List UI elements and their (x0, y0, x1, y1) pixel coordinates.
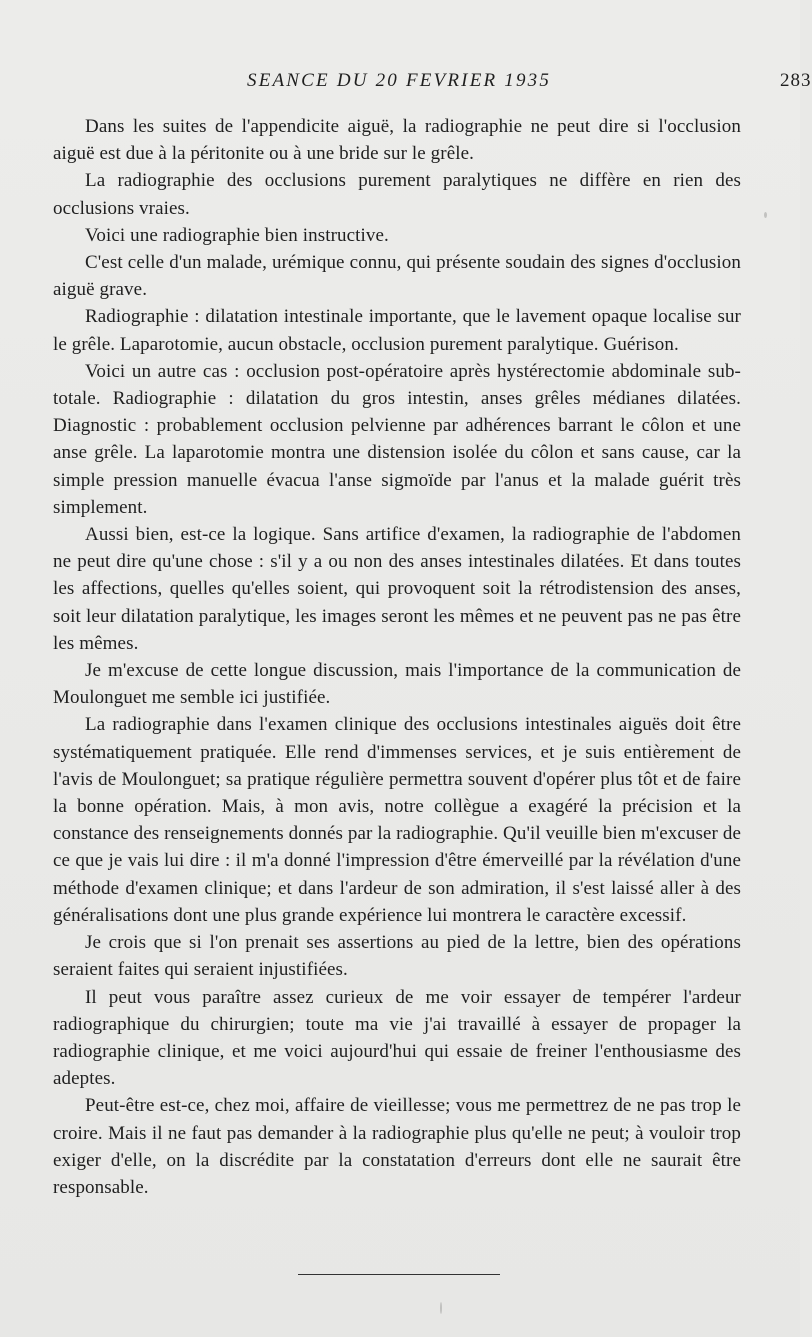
page-number: 283 (780, 70, 812, 91)
paragraph: Il peut vous paraître assez curieux de me voir essayer de tempérer l'ardeur radiographique du chirurgien; toute ma vie j'ai travaillé à essayer de propager la radiographie clinique, et me voici aujourd'hui qui essaie de freiner l'enthousiasme des adeptes. (53, 986, 741, 1090)
paragraph: C'est celle d'un malade, urémique connu, qui présente soudain des signes d'occlusion aiguë grave. (53, 252, 741, 301)
paper-speck (700, 740, 702, 742)
header-title: SEANCE DU 20 FEVRIER 1935 (247, 70, 552, 91)
paragraph: La radiographie des occlusions purement paralytiques ne diffère en rien des occlusions vraies. (53, 170, 741, 219)
paragraph: Aussi bien, est-ce la logique. Sans artifice d'examen, la radiographie de l'abdomen ne peut dire qu'une chose : s'il y a ou non des anses intestinales dilatées. Et dans toutes les affections, quelles qu'elles soient, qui provoquent soit la rétrodistension des anses, soit leur dilatation paralytique, les images seront les mêmes et ne peuvent pas ne pas être les mêmes. (53, 524, 741, 654)
paragraph: Radiographie : dilatation intestinale importante, que le lavement opaque localise sur le grêle. Laparotomie, aucun obstacle, occlusion purement paralytique. Guérison. (53, 306, 741, 355)
closing-rule (298, 1274, 500, 1275)
running-header (0, 70, 812, 96)
paragraph: La radiographie dans l'examen clinique des occlusions intestinales aiguës doit être systématiquement pratiquée. Elle rend d'immenses services, et je suis entièrement de l'avis de Moulonguet; sa pratique régulière permettra souvent d'opérer plus tôt et de faire la bonne opération. Mais, à mon avis, notre collègue a exagéré la précision et la constance des renseignements donnés par la radiographie. Qu'il veuille bien m'excuser de ce que je vais lui dire : il m'a donné l'impression d'être émerveillé par la révélation d'une méthode d'examen clinique; et dans l'ardeur de son admiration, il s'est laissé aller à des généralisations dont une plus grande expérience lui montrera le caractère excessif. (53, 714, 741, 926)
body-text (53, 113, 741, 1201)
paragraph: Dans les suites de l'appendicite aiguë, la radiographie ne peut dire si l'occlusion aiguë est due à la péritonite ou à une bride sur le grêle. (53, 116, 741, 165)
paragraph: Je crois que si l'on prenait ses assertions au pied de la lettre, bien des opérations seraient faites qui seraient injustifiées. (53, 932, 741, 981)
paper-speck (440, 1302, 442, 1314)
paragraph: Voici une radiographie bien instructive. (85, 224, 389, 246)
paragraph: Peut-être est-ce, chez moi, affaire de vieillesse; vous me permettrez de ne pas trop le croire. Mais il ne faut pas demander à la radiographie plus qu'elle ne peut; à vouloir trop exiger d'elle, on la discrédite par la constatation d'erreurs dont elle ne saurait être responsable. (53, 1095, 741, 1198)
paragraph: Je m'excuse de cette longue discussion, mais l'importance de la communication de Moulonguet me semble ici justifiée. (53, 660, 741, 709)
paragraph: Voici un autre cas : occlusion post-opératoire après hystérectomie abdominale sub-totale. Radiographie : dilatation du gros intestin, anses grêles médianes dilatées. Diagnostic : probablement occlusion pelvienne par adhérences barrant le côlon et une anse grêle. La laparotomie montra une distension isolée du côlon et sans cause, car la simple pression manuelle évacua l'anse sigmoïde par l'anus et la malade guérit très simplement. (53, 360, 741, 518)
paper-speck (764, 212, 767, 218)
